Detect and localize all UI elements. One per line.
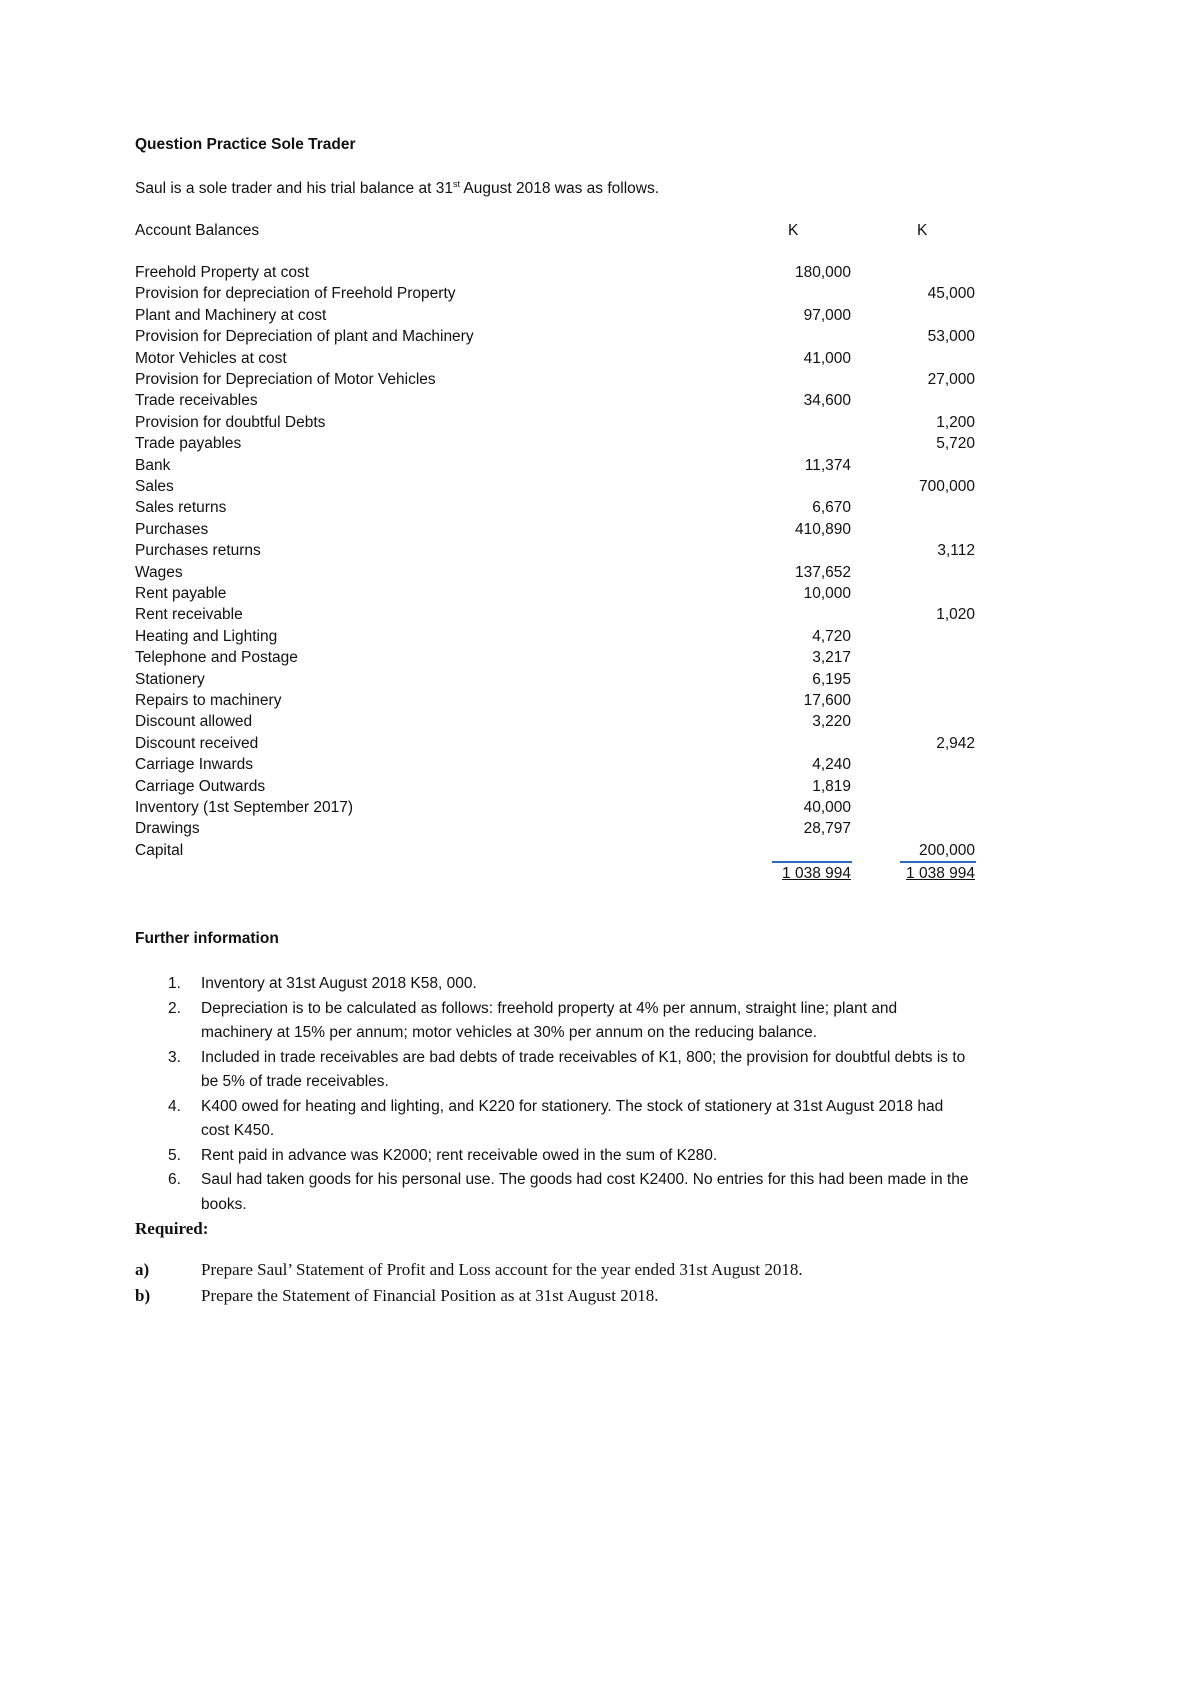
- required-heading: Required:: [135, 1219, 209, 1238]
- intro-sup: st: [452, 179, 460, 189]
- debit-value: 41,000: [803, 349, 851, 367]
- required-label: b): [135, 1286, 151, 1305]
- debit-value: 6,195: [812, 670, 851, 688]
- credit-value: 700,000: [918, 478, 975, 495]
- debit-value: 3,217: [812, 649, 851, 667]
- table-row: [135, 628, 975, 649]
- debit-value: 410,890: [794, 520, 851, 538]
- account-name: Rent payable: [135, 585, 227, 602]
- account-name: Repairs to machinery: [135, 692, 282, 709]
- credit-value: 3,112: [937, 542, 975, 560]
- debit-value: 4,240: [812, 756, 851, 774]
- debit-value: 34,600: [803, 392, 851, 410]
- account-name: Provision for Depreciation of plant and Machinery: [135, 328, 474, 346]
- debit-value: 180,000: [794, 264, 851, 281]
- page-title: Question Practice Sole Trader: [135, 136, 356, 153]
- credit-value: 5,720: [936, 435, 975, 453]
- account-name: Sales: [135, 478, 174, 495]
- item-number: 4.: [168, 1097, 181, 1115]
- table-row: [135, 499, 975, 520]
- credit-value: 1,200: [936, 413, 975, 431]
- account-name: Stationery: [135, 670, 205, 688]
- table-row: [135, 799, 975, 820]
- table-row: [135, 585, 975, 606]
- account-name: Trade payables: [135, 435, 242, 453]
- further-info-item: [160, 997, 970, 1046]
- required-text: Prepare the Statement of Financial Position as at 31st August 2018.: [201, 1286, 659, 1305]
- required-text: Prepare Saul’ Statement of Profit and Loss account for the year ended 31st August 2018.: [201, 1260, 803, 1279]
- table-row: [135, 307, 975, 328]
- account-name: Capital: [135, 841, 184, 859]
- debit-value: 11,374: [804, 456, 851, 474]
- item-number: 2.: [168, 999, 181, 1017]
- total-debit: [782, 865, 851, 883]
- account-name: Bank: [135, 456, 171, 474]
- account-name: Freehold Property at cost: [135, 264, 310, 281]
- account-name: Provision for depreciation of Freehold Property: [135, 285, 456, 303]
- account-name: Sales returns: [135, 499, 227, 517]
- item-text: K400 owed for heating and lighting, and K220 for stationery. The stock of stationery at 31st August 2018 had cost K450.: [201, 1097, 944, 1139]
- account-name: Plant and Machinery at cost: [135, 306, 327, 324]
- item-text: Depreciation is to be calculated as follows: freehold property at 4% per annum, straight line; plant and machinery at 15% per annum; motor vehicles at 30% per annum on the reducing balance.: [201, 999, 898, 1041]
- table-row: [135, 392, 975, 413]
- debit-value: 4,720: [812, 627, 851, 645]
- credit-value: 45,000: [927, 285, 975, 303]
- intro-before: Saul is a sole trader and his trial balance at 31: [135, 180, 453, 197]
- required-label: a): [135, 1260, 150, 1279]
- item-number: 1.: [168, 975, 181, 992]
- account-name: Discount received: [135, 734, 259, 752]
- item-number: 3.: [168, 1048, 181, 1066]
- item-text: Rent paid in advance was K2000; rent receivable owed in the sum of K280.: [201, 1146, 718, 1164]
- credit-value: 53,000: [927, 328, 975, 346]
- required-item-a: [135, 1260, 803, 1280]
- credit-value: 1,020: [936, 606, 975, 624]
- table-row: [135, 478, 975, 499]
- debit-value: 97,000: [803, 306, 851, 324]
- total-credit: [906, 865, 975, 883]
- table-row: [135, 649, 975, 670]
- table-header-accounts: Account Balances: [135, 222, 260, 239]
- credit-value: 27,000: [927, 371, 975, 388]
- table-row: [135, 820, 975, 841]
- item-text: Inventory at 31st August 2018 K58, 000.: [201, 975, 477, 992]
- table-row: [135, 756, 975, 777]
- table-row: [135, 713, 975, 734]
- total-debit-value: 1 038 994: [782, 865, 851, 882]
- total-credit-value: 1 038 994: [906, 865, 975, 882]
- table-row: [135, 671, 975, 692]
- account-name: Provision for doubtful Debts: [135, 413, 326, 431]
- intro-text: [135, 179, 659, 198]
- debit-value: 10,000: [803, 585, 851, 602]
- account-name: Inventory (1st September 2017): [135, 799, 353, 816]
- account-name: Purchases returns: [135, 542, 261, 560]
- account-name: Trade receivables: [135, 392, 258, 410]
- further-info-list: [160, 972, 970, 1217]
- further-info-item: [160, 1144, 970, 1169]
- table-row: [135, 414, 975, 435]
- debit-value: 28,797: [803, 820, 851, 838]
- item-text: Saul had taken goods for his personal use. The goods had cost K2400. No entries for this had been made in the books.: [201, 1171, 969, 1213]
- table-row: [135, 564, 975, 585]
- account-name: Wages: [135, 563, 183, 581]
- debit-value: 40,000: [803, 799, 851, 816]
- further-info-item: [160, 1168, 970, 1217]
- table-row: [135, 778, 975, 799]
- table-row: [135, 692, 975, 713]
- table-row: [135, 328, 975, 349]
- debit-value: 6,670: [812, 499, 851, 517]
- item-text: Included in trade receivables are bad debts of trade receivables of K1, 800; the provision for doubtful debts is to be 5% of trade receivables.: [201, 1048, 966, 1090]
- account-name: Rent receivable: [135, 606, 243, 624]
- item-number: 5.: [168, 1146, 181, 1164]
- credit-value: 200,000: [918, 841, 975, 859]
- account-name: Heating and Lighting: [135, 627, 278, 645]
- account-name: Carriage Inwards: [135, 756, 254, 774]
- table-row: [135, 606, 975, 627]
- item-number: 6.: [168, 1171, 181, 1188]
- debit-value: 17,600: [803, 692, 851, 709]
- table-header-credit: K: [917, 222, 928, 239]
- debit-value: 137,652: [794, 563, 851, 581]
- table-row: [135, 350, 975, 371]
- table-row: [135, 285, 975, 306]
- table-header-debit: K: [788, 222, 799, 239]
- table-row: [135, 735, 975, 756]
- credit-value: 2,942: [936, 734, 975, 752]
- further-info-item: [160, 1095, 970, 1144]
- table-row: [135, 435, 975, 456]
- account-name: Carriage Outwards: [135, 777, 266, 795]
- further-info-item: [160, 1046, 970, 1095]
- required-item-b: [135, 1286, 659, 1306]
- table-row: [135, 842, 975, 863]
- further-info-item: [160, 972, 970, 997]
- intro-after: August 2018 was as follows.: [459, 180, 660, 197]
- account-name: Discount allowed: [135, 713, 253, 731]
- account-name: Telephone and Postage: [135, 649, 298, 667]
- table-row: [135, 521, 975, 542]
- account-name: Provision for Depreciation of Motor Vehicles: [135, 371, 436, 388]
- debit-value: 3,220: [812, 713, 851, 731]
- table-row: [135, 371, 975, 392]
- account-name: Drawings: [135, 820, 200, 838]
- account-name: Motor Vehicles at cost: [135, 349, 287, 367]
- debit-value: 1,819: [812, 777, 851, 795]
- debit-total-rule: [772, 861, 852, 863]
- further-info-heading: Further information: [135, 930, 279, 947]
- account-name: Purchases: [135, 520, 209, 538]
- table-row: [135, 457, 975, 478]
- table-row: [135, 264, 975, 285]
- credit-total-rule: [900, 861, 976, 863]
- table-row: [135, 542, 975, 563]
